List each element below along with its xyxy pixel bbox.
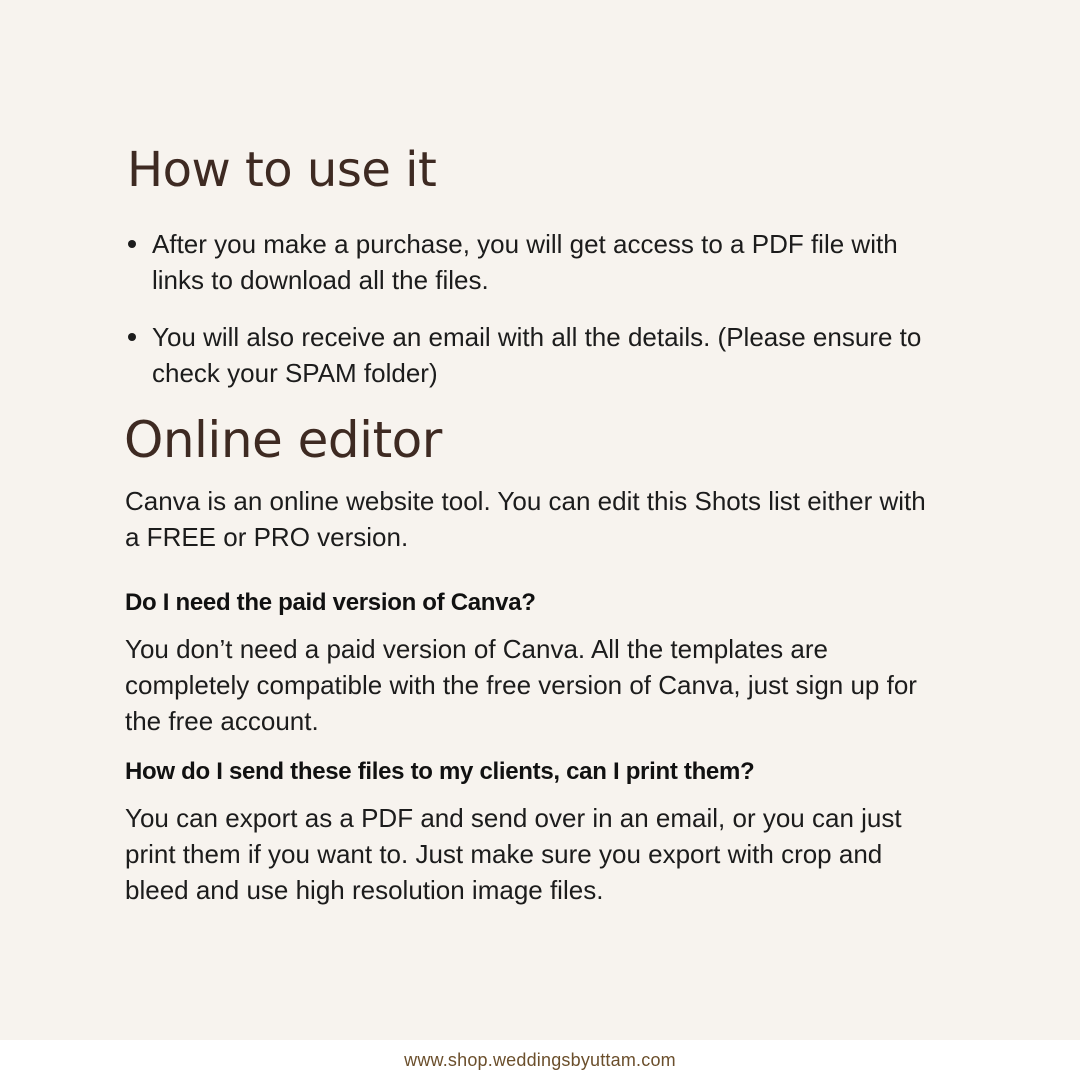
footer-bar xyxy=(0,1040,1080,1080)
faq-question: How do I send these files to my clients, can I print them? xyxy=(125,758,755,785)
list-item-text: After you make a purchase, you will get access to a PDF file with links to download all the files. xyxy=(152,229,898,295)
faq-answer: You don’t need a paid version of Canva. All the templates are completely compatible with the free version of Canva, just sign up for the free account. xyxy=(125,634,917,736)
faq-question: Do I need the paid version of Canva? xyxy=(125,589,536,616)
footer-website-link[interactable]: www.shop.weddingsbyuttam.com xyxy=(404,1049,676,1070)
bullet-dot-icon xyxy=(128,333,136,341)
how-to-use-heading: How to use it xyxy=(127,142,437,198)
faq-answer: You can export as a PDF and send over in an email, or you can just print them if you want to. Just make sure you export with crop and bleed and use high resolution image files. xyxy=(125,803,902,905)
online-editor-intro: Canva is an online website tool. You can edit this Shots list either with a FREE or PRO version. xyxy=(125,486,926,552)
bullet-dot-icon xyxy=(128,240,136,248)
online-editor-heading: Online editor xyxy=(124,411,442,469)
list-item xyxy=(127,319,937,391)
list-item xyxy=(127,226,937,298)
how-to-use-list xyxy=(127,226,937,412)
list-item-text: You will also receive an email with all the details. (Please ensure to check your SPAM folder) xyxy=(152,322,922,388)
